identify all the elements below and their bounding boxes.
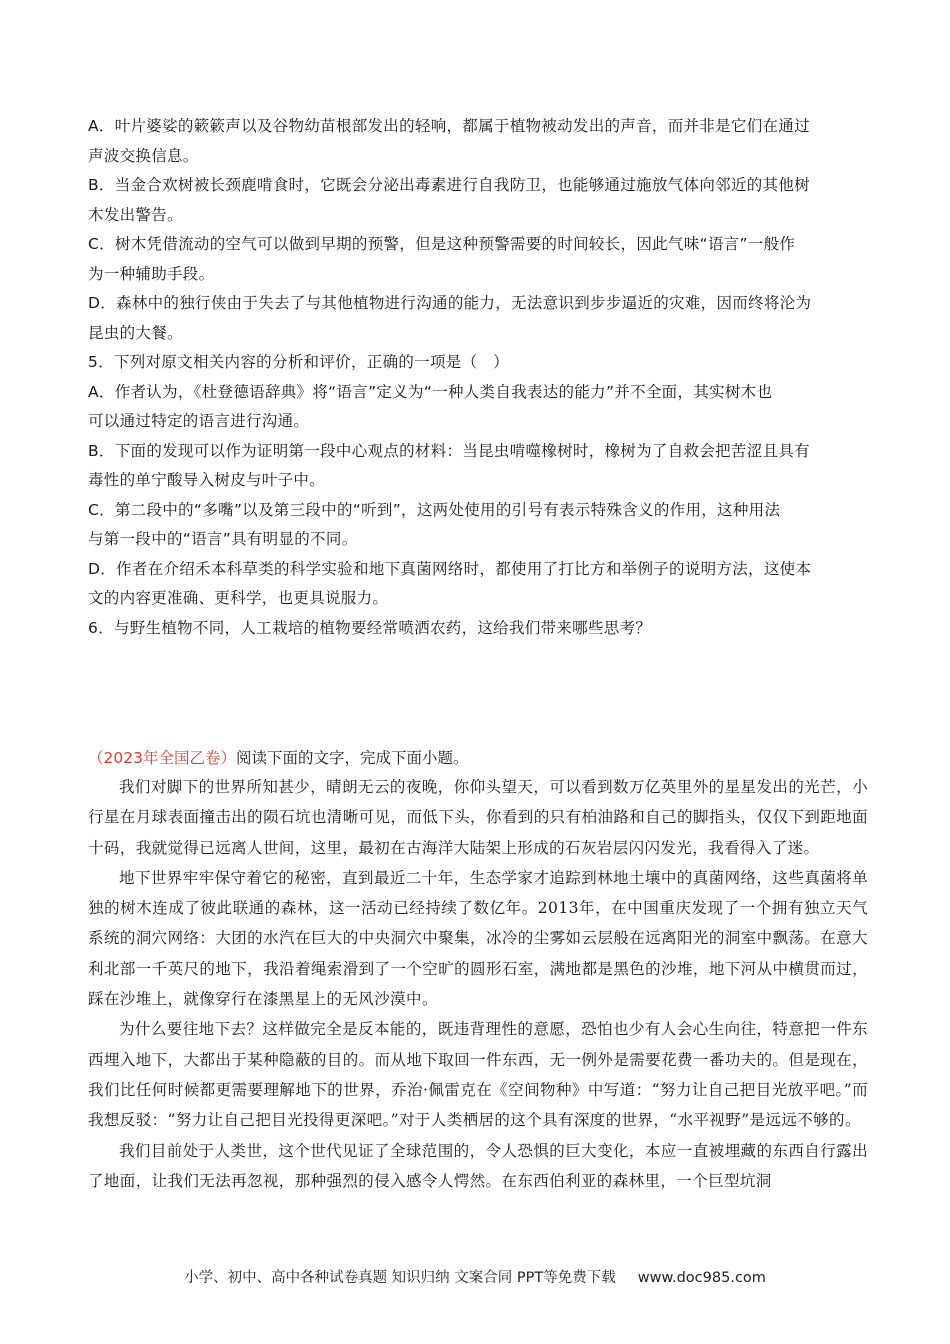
q5-option-b-line2: 毒性的单宁酸导入树皮与叶子中。 [88, 471, 326, 489]
passage-paragraph-2: 地下世界牢牢保守着它的秘密，直到最近二十年，生态学家才追踪到林地土壤中的真菌网络，这些真菌将单独的树木连成了彼此联通的森林，这一活动已经持续了数亿年。2013年，在中国重庆发现了一个拥有独立天气系统的洞穴网络：大团的水汽在巨大的中央洞穴中聚集，冰冷的尘雾如云层般在远离阳光的洞室中飘荡。在意大利北部一千英尺的地下，我沿着绳索滑到了一个空旷的圆形石室，满地都是黑色的沙堆，地下河从中横贯而过，踩在沙堆上，就像穿行在漆黑星上的无风沙漠中。 [88, 868, 868, 1009]
passage-paragraph-1: 我们对脚下的世界所知甚少，晴朗无云的夜晚，你仰头望天，可以看到数万亿英里外的星星发出的光芒，小行星在月球表面撞击出的陨石坑也清晰可见，而低下头，你看到的只有柏油路和自己的脚指头，仅仅下到距地面十码，我就觉得已远离人世间，这里，最初在古海洋大陆架上形成的石灰岩层闪闪发光，我看得入了迷。 [88, 778, 868, 857]
footer-url[interactable]: www.doc985.com [637, 1270, 766, 1286]
passage-instruction: 阅读下面的文字，完成下面小题。 [235, 749, 469, 767]
source-tag: （2023年全国乙卷） [88, 749, 236, 767]
q5-option-c-line1: C．第二段中的“多嘴”以及第三段中的“听到”，这两处使用的引号有表示特殊含义的作用，这种用法 [88, 500, 781, 519]
passage-heading [88, 744, 868, 772]
q5-option-b-line1: B．下面的发现可以作为证明第一段中心观点的材料：当昆虫啃噬橡树时，橡树为了自救会把苦涩且具有 [88, 441, 810, 460]
q4-option-a-line2: 声波交换信息。 [88, 146, 199, 165]
q4-option-b-line2: 木发出警告。 [88, 205, 183, 224]
q4-option-a-line1: A．叶片婆娑的簌簌声以及谷物幼苗根部发出的轻响，都属于植物被动发出的声音，而并非是它们在通过 [88, 117, 810, 135]
q4-option-d-line1: D．森林中的独行侠由于失去了与其他植物进行沟通的能力，无法意识到步步逼近的灾难，因而终将沦为 [88, 294, 812, 312]
passage-paragraph-4: 我们目前处于人类世，这个世代见证了全球范围的，令人恐惧的巨大变化，本应一直被埋藏的东西自行露出了地面，让我们无法再忽视，那种强烈的侵入感令人愕然。在东西伯利亚的森林里，一个巨型坑洞 [88, 1141, 868, 1190]
q5-option-a-line2: 可以通过特定的语言进行沟通。 [88, 412, 310, 430]
question-6-stem: 6．与野生植物不同，人工栽培的植物要经常喷洒农药，这给我们带来哪些思考？ [88, 618, 652, 637]
q4-option-d-line2: 昆虫的大餐。 [88, 323, 183, 342]
q5-option-d-line2: 文的内容更准确、更科学，也更具说服力。 [88, 589, 389, 607]
footer-text: 小学、初中、高中各种试卷真题 知识归纳 文案合同 PPT等免费下载 [184, 1270, 616, 1286]
passage-paragraph-3: 为什么要往地下去？这样做完全是反本能的，既违背理性的意愿，恐怕也少有人会心生向往，特意把一件东西埋入地下，大都出于某种隐蔽的目的。而从地下取回一件东西，无一例外是需要花费一番功夫的。但是现在，我们比任何时候都更需要理解地下的世界，乔治·佩雷克在《空间物种》中写道：“努力让自己把目光放平吧。”而我想反驳：“努力让自己把目光投得更深吧。”对于人类栖居的这个具有深度的世界，“水平视野”是远远不够的。 [88, 1020, 868, 1130]
q4-option-c-line1: C．树木凭借流动的空气可以做到早期的预警，但是这种预警需要的时间较长，因此气味“语言”一般作 [88, 235, 796, 253]
question-options [88, 112, 868, 643]
q5-option-d-line1: D．作者在介绍禾本科草类的科学实验和地下真菌网络时，都使用了打比方和举例子的说明方法，这使本 [88, 559, 812, 578]
q4-option-b-line1: B．当金合欢树被长颈鹿啃食时，它既会分泌出毒素进行自我防卫，也能够通过施放气体向邻近的其他树 [88, 176, 810, 194]
q5-option-a-line1: A．作者认为，《杜登德语辞典》将“语言”定义为“一种人类自我表达的能力”并不全面，其实树木也 [88, 382, 773, 401]
reading-passage [88, 744, 868, 1196]
q5-option-c-line2: 与第一段中的“语言”具有明显的不同。 [88, 530, 358, 548]
page-footer [0, 1266, 950, 1287]
q4-option-c-line2: 为一种辅助手段。 [88, 264, 215, 283]
question-5-stem: 5．下列对原文相关内容的分析和评价，正确的一项是（ ） [88, 353, 509, 371]
